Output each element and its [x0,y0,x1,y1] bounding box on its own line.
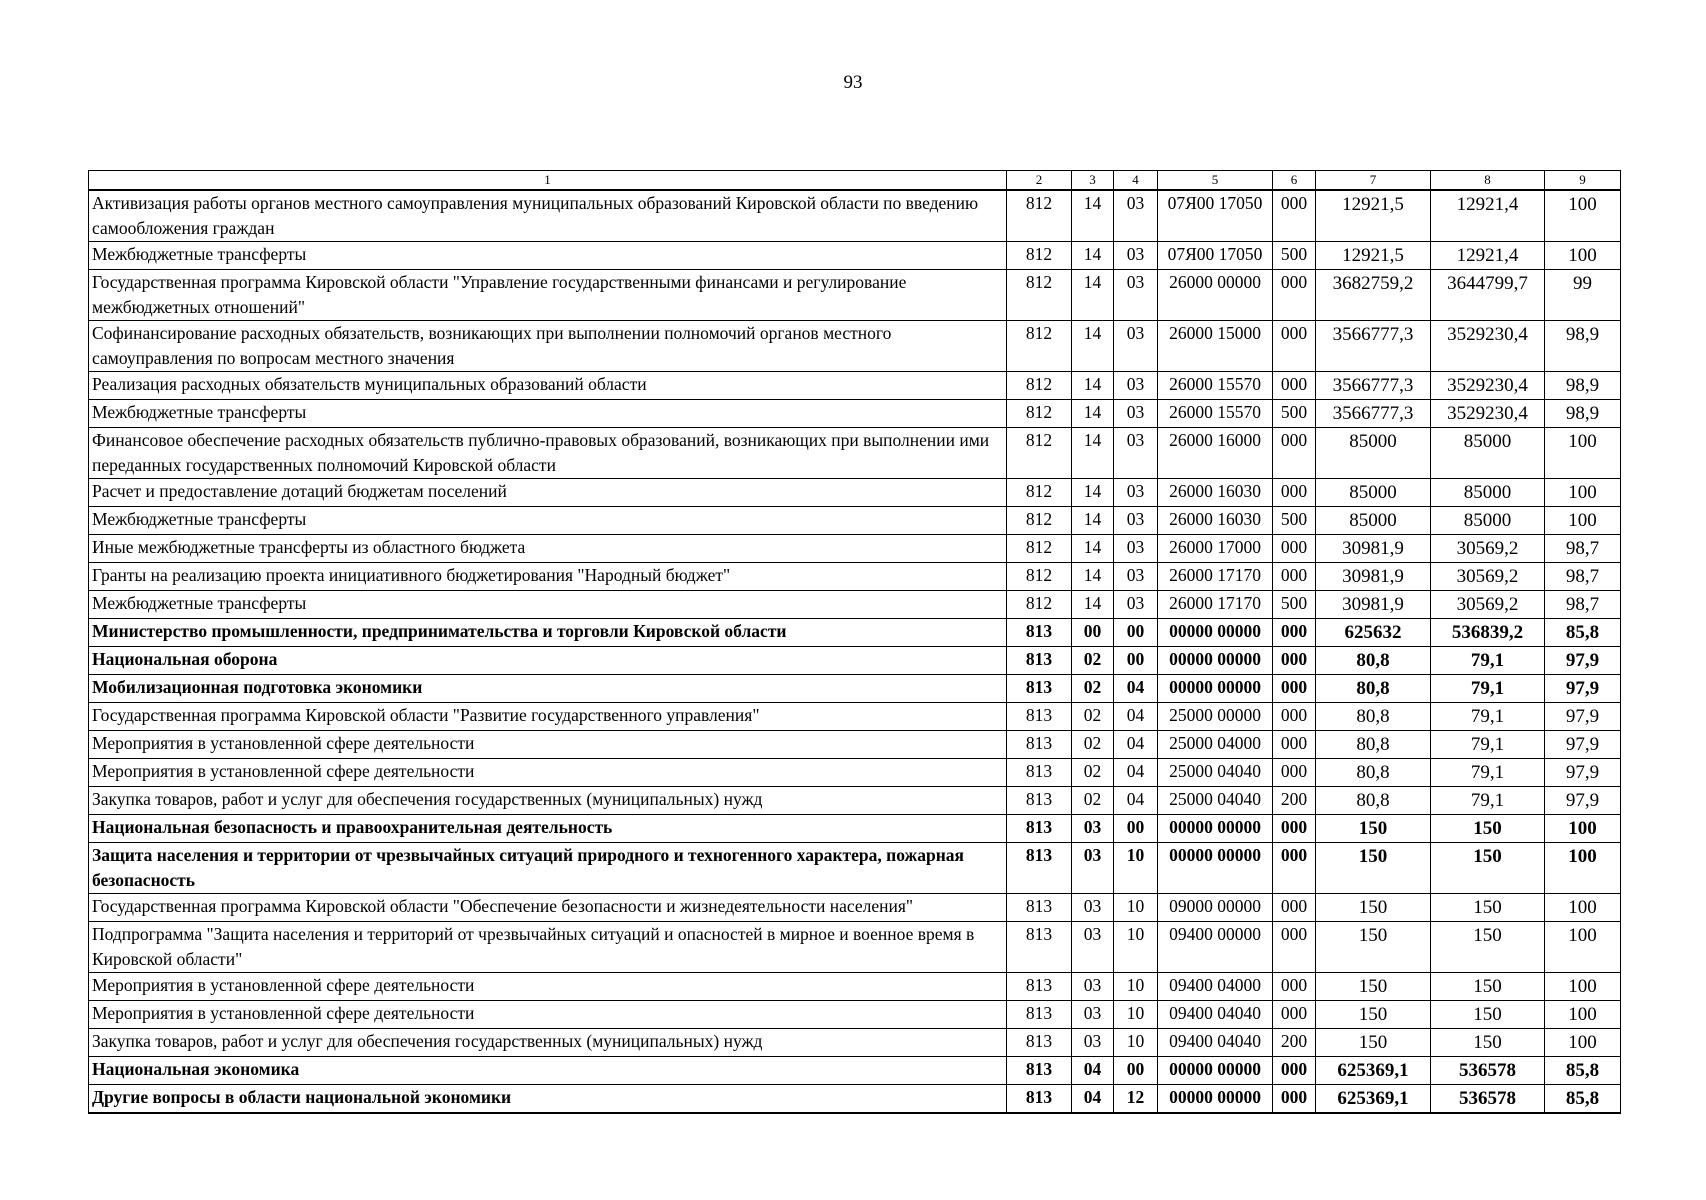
cell-target-article: 00000 00000 [1158,1085,1273,1114]
table-row [89,894,1621,922]
table-row [89,563,1621,591]
cell-planned-amount: 150 [1316,1001,1431,1029]
cell-percent: 85,8 [1545,619,1621,647]
row-description: Закупка товаров, работ и услуг для обеспечения государственных (муниципальных) нужд [89,1029,1007,1057]
cell-section: 03 [1072,843,1114,894]
cell-admin-code: 812 [1007,400,1072,428]
cell-actual-amount: 150 [1431,1029,1545,1057]
cell-subsection: 04 [1114,787,1158,815]
cell-subsection: 03 [1114,270,1158,321]
cell-actual-amount: 150 [1431,1001,1545,1029]
table-row [89,507,1621,535]
row-description: Мероприятия в установленной сфере деятельности [89,759,1007,787]
cell-admin-code: 813 [1007,922,1072,973]
cell-section: 03 [1072,973,1114,1001]
cell-expense-type: 000 [1273,563,1316,591]
table-row [89,400,1621,428]
budget-table [88,170,1621,1114]
cell-target-article: 00000 00000 [1158,843,1273,894]
cell-actual-amount: 30569,2 [1431,563,1545,591]
cell-actual-amount: 85000 [1431,428,1545,479]
cell-expense-type: 500 [1273,242,1316,270]
cell-target-article: 25000 04040 [1158,759,1273,787]
cell-percent: 85,8 [1545,1057,1621,1085]
cell-admin-code: 813 [1007,1001,1072,1029]
column-header: 4 [1114,171,1158,191]
row-description: Национальная безопасность и правоохранительная деятельность [89,815,1007,843]
cell-actual-amount: 79,1 [1431,647,1545,675]
table-row [89,1001,1621,1029]
row-description: Иные межбюджетные трансферты из областного бюджета [89,535,1007,563]
cell-expense-type: 000 [1273,321,1316,372]
cell-planned-amount: 80,8 [1316,787,1431,815]
cell-section: 02 [1072,675,1114,703]
row-description: Мобилизационная подготовка экономики [89,675,1007,703]
cell-admin-code: 812 [1007,321,1072,372]
column-header: 7 [1316,171,1431,191]
cell-target-article: 09400 04000 [1158,973,1273,1001]
cell-planned-amount: 12921,5 [1316,190,1431,242]
cell-expense-type: 000 [1273,973,1316,1001]
cell-percent: 98,7 [1545,591,1621,619]
cell-admin-code: 813 [1007,1057,1072,1085]
cell-percent: 97,9 [1545,731,1621,759]
cell-section: 02 [1072,731,1114,759]
table-row [89,535,1621,563]
cell-actual-amount: 3529230,4 [1431,372,1545,400]
cell-subsection: 03 [1114,372,1158,400]
row-description: Софинансирование расходных обязательств, возникающих при выполнении полномочий органов местного самоуправления по вопросам местного значения [89,321,1007,372]
cell-planned-amount: 150 [1316,843,1431,894]
cell-expense-type: 000 [1273,1001,1316,1029]
table-row [89,270,1621,321]
cell-expense-type: 000 [1273,270,1316,321]
cell-planned-amount: 12921,5 [1316,242,1431,270]
cell-section: 14 [1072,270,1114,321]
cell-subsection: 00 [1114,815,1158,843]
cell-section: 02 [1072,703,1114,731]
cell-actual-amount: 79,1 [1431,787,1545,815]
cell-subsection: 03 [1114,535,1158,563]
cell-subsection: 10 [1114,973,1158,1001]
cell-subsection: 10 [1114,843,1158,894]
cell-subsection: 03 [1114,400,1158,428]
cell-planned-amount: 150 [1316,973,1431,1001]
cell-expense-type: 500 [1273,507,1316,535]
table-row [89,731,1621,759]
cell-expense-type: 000 [1273,479,1316,507]
table-row [89,619,1621,647]
row-description: Мероприятия в установленной сфере деятельности [89,731,1007,759]
cell-percent: 85,8 [1545,1085,1621,1114]
cell-actual-amount: 79,1 [1431,759,1545,787]
cell-admin-code: 812 [1007,563,1072,591]
cell-target-article: 00000 00000 [1158,619,1273,647]
cell-admin-code: 813 [1007,815,1072,843]
cell-admin-code: 813 [1007,647,1072,675]
table-row [89,973,1621,1001]
cell-section: 02 [1072,759,1114,787]
table-row [89,759,1621,787]
cell-percent: 98,7 [1545,563,1621,591]
cell-actual-amount: 536578 [1431,1085,1545,1114]
cell-percent: 100 [1545,894,1621,922]
cell-subsection: 00 [1114,647,1158,675]
cell-target-article: 00000 00000 [1158,647,1273,675]
cell-actual-amount: 536578 [1431,1057,1545,1085]
cell-target-article: 26000 16030 [1158,507,1273,535]
cell-planned-amount: 30981,9 [1316,535,1431,563]
cell-expense-type: 000 [1273,1085,1316,1114]
cell-target-article: 25000 04040 [1158,787,1273,815]
row-description: Государственная программа Кировской области "Развитие государственного управления" [89,703,1007,731]
cell-expense-type: 200 [1273,1029,1316,1057]
cell-expense-type: 000 [1273,647,1316,675]
cell-subsection: 03 [1114,591,1158,619]
cell-percent: 97,9 [1545,787,1621,815]
cell-actual-amount: 85000 [1431,479,1545,507]
cell-admin-code: 812 [1007,591,1072,619]
column-header: 5 [1158,171,1273,191]
table-row [89,190,1621,242]
cell-percent: 100 [1545,190,1621,242]
row-description: Государственная программа Кировской области "Управление государственными финансами и регулирование межбюджетных отношений" [89,270,1007,321]
cell-section: 14 [1072,535,1114,563]
cell-percent: 97,9 [1545,759,1621,787]
page-number: 93 [843,72,863,93]
cell-admin-code: 812 [1007,190,1072,242]
cell-section: 14 [1072,190,1114,242]
cell-percent: 98,9 [1545,372,1621,400]
table-row [89,787,1621,815]
cell-subsection: 04 [1114,675,1158,703]
cell-percent: 100 [1545,479,1621,507]
cell-admin-code: 813 [1007,787,1072,815]
cell-admin-code: 813 [1007,973,1072,1001]
cell-actual-amount: 536839,2 [1431,619,1545,647]
cell-section: 00 [1072,619,1114,647]
cell-subsection: 03 [1114,428,1158,479]
cell-percent: 98,7 [1545,535,1621,563]
cell-target-article: 26000 17170 [1158,563,1273,591]
cell-planned-amount: 80,8 [1316,703,1431,731]
cell-expense-type: 500 [1273,591,1316,619]
cell-actual-amount: 12921,4 [1431,190,1545,242]
cell-planned-amount: 3566777,3 [1316,372,1431,400]
cell-subsection: 03 [1114,507,1158,535]
table-row [89,242,1621,270]
table-body [89,190,1621,1113]
cell-admin-code: 812 [1007,242,1072,270]
cell-percent: 97,9 [1545,675,1621,703]
cell-percent: 100 [1545,843,1621,894]
cell-expense-type: 000 [1273,619,1316,647]
cell-expense-type: 000 [1273,894,1316,922]
cell-admin-code: 813 [1007,759,1072,787]
row-description: Мероприятия в установленной сфере деятельности [89,973,1007,1001]
cell-actual-amount: 79,1 [1431,731,1545,759]
cell-planned-amount: 625632 [1316,619,1431,647]
table-row [89,1085,1621,1114]
cell-section: 14 [1072,321,1114,372]
cell-percent: 100 [1545,242,1621,270]
cell-target-article: 00000 00000 [1158,1057,1273,1085]
row-description: Расчет и предоставление дотаций бюджетам поселений [89,479,1007,507]
cell-admin-code: 813 [1007,1029,1072,1057]
cell-subsection: 04 [1114,731,1158,759]
cell-section: 03 [1072,1001,1114,1029]
cell-admin-code: 812 [1007,479,1072,507]
cell-section: 03 [1072,894,1114,922]
cell-actual-amount: 30569,2 [1431,591,1545,619]
cell-admin-code: 813 [1007,703,1072,731]
row-description: Гранты на реализацию проекта инициативного бюджетирования "Народный бюджет" [89,563,1007,591]
table-row [89,591,1621,619]
cell-section: 04 [1072,1085,1114,1114]
row-description: Подпрограмма "Защита населения и территорий от чрезвычайных ситуаций и опасностей в мирное и военное время в Кировской области" [89,922,1007,973]
cell-subsection: 10 [1114,1001,1158,1029]
table-row [89,843,1621,894]
cell-section: 14 [1072,563,1114,591]
cell-target-article: 00000 00000 [1158,815,1273,843]
cell-actual-amount: 150 [1431,843,1545,894]
table-row [89,1057,1621,1085]
cell-expense-type: 000 [1273,843,1316,894]
cell-target-article: 25000 04000 [1158,731,1273,759]
cell-admin-code: 812 [1007,428,1072,479]
cell-planned-amount: 80,8 [1316,759,1431,787]
cell-admin-code: 812 [1007,372,1072,400]
cell-target-article: 09400 04040 [1158,1029,1273,1057]
cell-admin-code: 812 [1007,507,1072,535]
row-description: Межбюджетные трансферты [89,591,1007,619]
cell-percent: 100 [1545,1029,1621,1057]
table-row [89,922,1621,973]
row-description: Межбюджетные трансферты [89,242,1007,270]
cell-section: 14 [1072,400,1114,428]
column-header: 3 [1072,171,1114,191]
cell-admin-code: 812 [1007,270,1072,321]
cell-admin-code: 813 [1007,619,1072,647]
cell-section: 14 [1072,479,1114,507]
cell-planned-amount: 625369,1 [1316,1085,1431,1114]
cell-planned-amount: 30981,9 [1316,591,1431,619]
column-header: 6 [1273,171,1316,191]
cell-percent: 100 [1545,1001,1621,1029]
cell-subsection: 12 [1114,1085,1158,1114]
cell-target-article: 26000 17000 [1158,535,1273,563]
cell-subsection: 03 [1114,321,1158,372]
row-description: Мероприятия в установленной сфере деятельности [89,1001,1007,1029]
cell-expense-type: 000 [1273,372,1316,400]
cell-planned-amount: 150 [1316,922,1431,973]
cell-planned-amount: 150 [1316,815,1431,843]
cell-expense-type: 000 [1273,428,1316,479]
row-description: Реализация расходных обязательств муниципальных образований области [89,372,1007,400]
cell-admin-code: 812 [1007,535,1072,563]
cell-subsection: 03 [1114,479,1158,507]
cell-actual-amount: 150 [1431,815,1545,843]
cell-actual-amount: 150 [1431,922,1545,973]
cell-expense-type: 000 [1273,675,1316,703]
cell-expense-type: 000 [1273,1057,1316,1085]
cell-subsection: 00 [1114,619,1158,647]
cell-percent: 100 [1545,973,1621,1001]
cell-percent: 99 [1545,270,1621,321]
column-header: 9 [1545,171,1621,191]
cell-subsection: 04 [1114,703,1158,731]
row-description: Закупка товаров, работ и услуг для обеспечения государственных (муниципальных) нужд [89,787,1007,815]
cell-percent: 98,9 [1545,321,1621,372]
cell-section: 02 [1072,787,1114,815]
cell-percent: 100 [1545,507,1621,535]
cell-section: 04 [1072,1057,1114,1085]
cell-target-article: 26000 15570 [1158,372,1273,400]
table-row [89,372,1621,400]
table-row [89,321,1621,372]
cell-subsection: 00 [1114,1057,1158,1085]
cell-section: 14 [1072,591,1114,619]
cell-expense-type: 000 [1273,703,1316,731]
cell-section: 14 [1072,507,1114,535]
cell-expense-type: 200 [1273,787,1316,815]
row-description: Национальная оборона [89,647,1007,675]
row-description: Финансовое обеспечение расходных обязательств публично-правовых образований, возникающих при выполнении ими переданных государственных полномочий Кировской области [89,428,1007,479]
table-row [89,675,1621,703]
cell-expense-type: 000 [1273,190,1316,242]
cell-section: 03 [1072,922,1114,973]
cell-section: 03 [1072,1029,1114,1057]
cell-actual-amount: 79,1 [1431,675,1545,703]
cell-admin-code: 813 [1007,843,1072,894]
row-description: Национальная экономика [89,1057,1007,1085]
cell-target-article: 07Я00 17050 [1158,242,1273,270]
table-row [89,647,1621,675]
cell-admin-code: 813 [1007,1085,1072,1114]
cell-expense-type: 500 [1273,400,1316,428]
row-description: Защита населения и территории от чрезвычайных ситуаций природного и техногенного характера, пожарная безопасность [89,843,1007,894]
cell-percent: 100 [1545,922,1621,973]
cell-admin-code: 813 [1007,894,1072,922]
cell-planned-amount: 85000 [1316,507,1431,535]
cell-expense-type: 000 [1273,759,1316,787]
cell-target-article: 26000 17170 [1158,591,1273,619]
cell-percent: 98,9 [1545,400,1621,428]
table-row [89,479,1621,507]
cell-section: 14 [1072,428,1114,479]
cell-target-article: 25000 00000 [1158,703,1273,731]
cell-admin-code: 813 [1007,675,1072,703]
column-header: 8 [1431,171,1545,191]
cell-target-article: 09400 04040 [1158,1001,1273,1029]
cell-admin-code: 813 [1007,731,1072,759]
cell-planned-amount: 150 [1316,1029,1431,1057]
cell-expense-type: 000 [1273,535,1316,563]
cell-actual-amount: 150 [1431,894,1545,922]
table-row [89,815,1621,843]
cell-subsection: 03 [1114,563,1158,591]
cell-percent: 97,9 [1545,703,1621,731]
cell-planned-amount: 150 [1316,894,1431,922]
cell-planned-amount: 85000 [1316,428,1431,479]
cell-subsection: 03 [1114,190,1158,242]
table-row [89,428,1621,479]
row-description: Межбюджетные трансферты [89,507,1007,535]
cell-planned-amount: 3682759,2 [1316,270,1431,321]
row-description: Межбюджетные трансферты [89,400,1007,428]
cell-actual-amount: 150 [1431,973,1545,1001]
cell-percent: 100 [1545,815,1621,843]
table-row [89,1029,1621,1057]
cell-planned-amount: 85000 [1316,479,1431,507]
row-description: Государственная программа Кировской области "Обеспечение безопасности и жизнедеятельности населения" [89,894,1007,922]
cell-actual-amount: 12921,4 [1431,242,1545,270]
cell-actual-amount: 85000 [1431,507,1545,535]
cell-planned-amount: 3566777,3 [1316,400,1431,428]
cell-target-article: 26000 16030 [1158,479,1273,507]
row-description: Министерство промышленности, предпринимательства и торговли Кировской области [89,619,1007,647]
cell-target-article: 09400 00000 [1158,922,1273,973]
cell-planned-amount: 80,8 [1316,731,1431,759]
table-row [89,703,1621,731]
cell-expense-type: 000 [1273,922,1316,973]
column-header: 2 [1007,171,1072,191]
column-number-row [89,171,1621,191]
cell-section: 14 [1072,372,1114,400]
cell-target-article: 26000 00000 [1158,270,1273,321]
cell-target-article: 09000 00000 [1158,894,1273,922]
cell-section: 03 [1072,815,1114,843]
cell-subsection: 10 [1114,894,1158,922]
cell-target-article: 00000 00000 [1158,675,1273,703]
cell-target-article: 26000 15570 [1158,400,1273,428]
cell-percent: 97,9 [1545,647,1621,675]
cell-expense-type: 000 [1273,731,1316,759]
cell-target-article: 26000 15000 [1158,321,1273,372]
cell-planned-amount: 80,8 [1316,675,1431,703]
cell-actual-amount: 30569,2 [1431,535,1545,563]
cell-expense-type: 000 [1273,815,1316,843]
row-description: Другие вопросы в области национальной экономики [89,1085,1007,1114]
cell-actual-amount: 79,1 [1431,703,1545,731]
cell-planned-amount: 30981,9 [1316,563,1431,591]
cell-actual-amount: 3529230,4 [1431,321,1545,372]
cell-actual-amount: 3644799,7 [1431,270,1545,321]
cell-section: 14 [1072,242,1114,270]
cell-subsection: 03 [1114,242,1158,270]
cell-planned-amount: 3566777,3 [1316,321,1431,372]
row-description: Активизация работы органов местного самоуправления муниципальных образований Кировской области по введению самообложения граждан [89,190,1007,242]
cell-subsection: 04 [1114,759,1158,787]
cell-target-article: 07Я00 17050 [1158,190,1273,242]
cell-subsection: 10 [1114,1029,1158,1057]
cell-section: 02 [1072,647,1114,675]
cell-planned-amount: 80,8 [1316,647,1431,675]
cell-target-article: 26000 16000 [1158,428,1273,479]
cell-subsection: 10 [1114,922,1158,973]
cell-percent: 100 [1545,428,1621,479]
cell-planned-amount: 625369,1 [1316,1057,1431,1085]
column-header: 1 [89,171,1007,191]
cell-actual-amount: 3529230,4 [1431,400,1545,428]
